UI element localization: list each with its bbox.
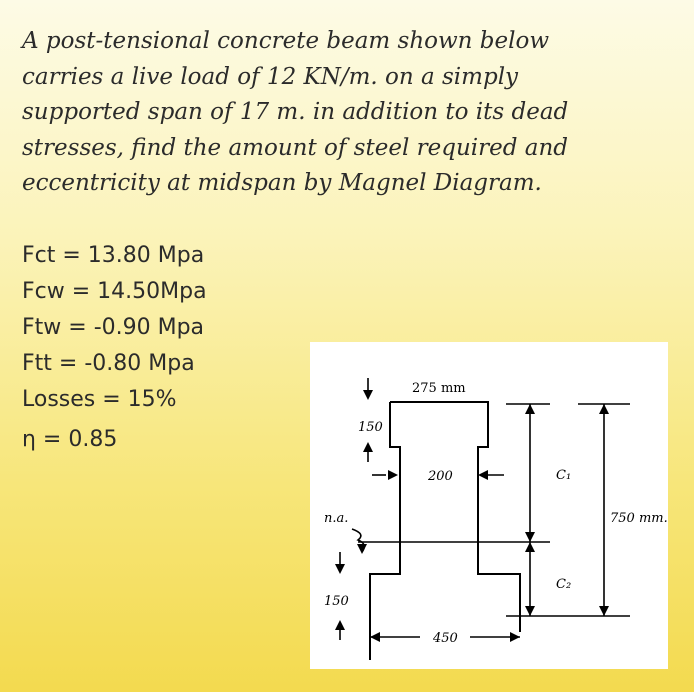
parameter-list xyxy=(22,238,207,458)
param-fcw: Fcw = 14.50Mpa xyxy=(22,279,207,304)
param-ftw: Ftw = -0.90 Mpa xyxy=(22,315,205,340)
beam-section-figure xyxy=(310,342,668,669)
problem-line: supported span of 17 m. in addition to its dead xyxy=(22,99,569,125)
bottom-flange-depth-label: 150 xyxy=(324,594,349,609)
problem-line: eccentricity at midspan by Magnel Diagram. xyxy=(22,170,542,196)
param-eta: η = 0.85 xyxy=(22,427,118,452)
beam-section-diagram xyxy=(310,342,668,669)
c2-label: C₂ xyxy=(556,577,572,592)
param-fct: Fct = 13.80 Mpa xyxy=(22,243,205,268)
problem-line: carries a live load of 12 KN/m. on a simply xyxy=(22,63,519,90)
problem-statement xyxy=(22,24,662,202)
param-ftt: Ftt = -0.80 Mpa xyxy=(22,351,195,376)
total-depth-label: 750 mm. xyxy=(610,511,668,526)
top-flange-depth-label: 150 xyxy=(358,420,383,435)
problem-line: stresses, find the amount of steel required and xyxy=(22,134,569,161)
top-width-label: 275 mm xyxy=(412,381,466,396)
web-width-label: 200 xyxy=(428,469,453,484)
c1-label: C₁ xyxy=(556,468,572,483)
problem-line: A post-tensional concrete beam shown below xyxy=(22,28,550,54)
neutral-axis-label: n.a. xyxy=(324,511,349,526)
param-losses: Losses = 15% xyxy=(22,387,177,412)
bottom-width-label: 450 xyxy=(433,631,458,646)
dimension-lines xyxy=(340,378,630,640)
beam-outline xyxy=(370,402,520,660)
